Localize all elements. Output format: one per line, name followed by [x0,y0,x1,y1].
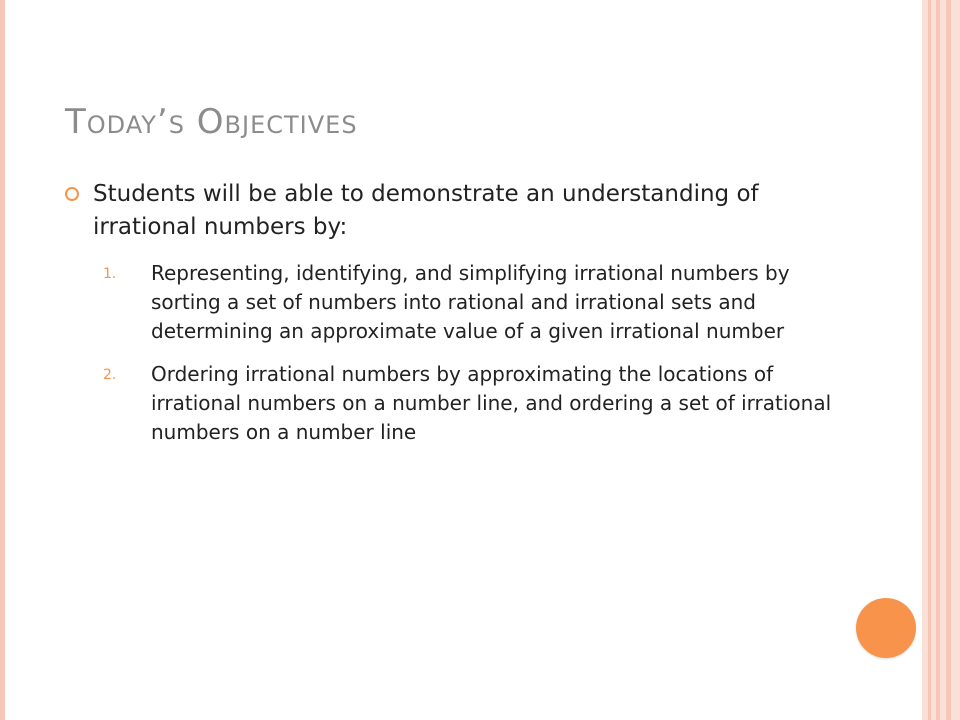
slide-content [65,178,835,461]
item-number: 2. [103,367,117,383]
item-number: 1. [103,266,117,282]
slide-title: Today’s Objectives [65,102,358,142]
numbered-item [93,360,835,447]
decorative-stripes [922,0,960,720]
bullet-text: Students will be able to demonstrate an understanding of irrational numbers by: [93,181,759,240]
stripe [951,0,960,720]
numbered-list [65,259,835,447]
item-text: Ordering irrational numbers by approximating the locations of irrational numbers on a number line, and ordering a set of irrational numbers on a number line [151,362,832,444]
bullet-item [65,178,835,244]
circle-outline-icon [65,187,79,201]
orange-circle-icon [856,598,916,658]
item-text: Representing, identifying, and simplifying irrational numbers by sorting a set of numbers into rational and irrational sets and determining an approximate value of a given irrational number [151,261,790,343]
numbered-item [93,259,835,346]
